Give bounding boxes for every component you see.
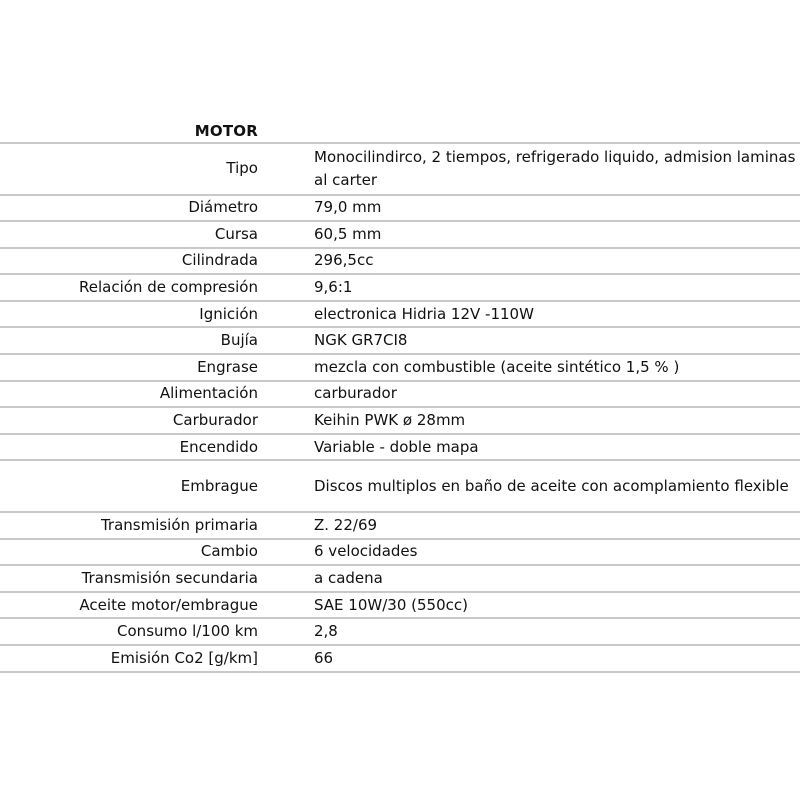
section-title: MOTOR — [194, 122, 258, 140]
spec-value: 79,0 mm — [314, 198, 382, 217]
spec-value: 296,5cc — [314, 251, 374, 270]
spec-value: SAE 10W/30 (550cc) — [314, 595, 468, 614]
spec-row-cursa — [0, 222, 800, 249]
spec-label: Consumo l/100 km — [117, 622, 258, 641]
spec-row-diametro — [0, 196, 800, 223]
spec-row-engrase — [0, 355, 800, 382]
spec-value: Z. 22/69 — [314, 515, 378, 534]
spec-row-transmision-primaria — [0, 513, 800, 540]
spec-row-carburador — [0, 408, 800, 435]
spec-row-cambio — [0, 540, 800, 567]
spec-label: Diámetro — [188, 198, 258, 217]
spec-value: a cadena — [314, 568, 383, 587]
spec-label: Relación de compresión — [78, 278, 258, 297]
spec-value: NGK GR7CI8 — [314, 331, 408, 350]
spec-row-bujia — [0, 328, 800, 355]
spec-row-emision-co2 — [0, 646, 800, 673]
spec-label: Bujía — [220, 331, 258, 350]
spec-value: 60,5 mm — [314, 224, 382, 243]
spec-label: Transmisión secundaria — [81, 568, 258, 587]
spec-table — [0, 118, 800, 673]
spec-row-consumo — [0, 619, 800, 646]
spec-value: electronica Hidria 12V -110W — [314, 304, 534, 323]
spec-label: Carburador — [172, 411, 258, 430]
spec-value: 6 velocidades — [314, 542, 418, 561]
spec-label: Alimentación — [159, 384, 258, 403]
spec-value: Keihin PWK ø 28mm — [314, 411, 466, 430]
spec-value: carburador — [314, 384, 397, 403]
spec-row-embrague — [0, 461, 800, 513]
spec-row-tipo — [0, 144, 800, 196]
spec-row-encendido — [0, 435, 800, 462]
spec-label: Encendido — [179, 437, 258, 456]
spec-row-transmision-secundaria — [0, 566, 800, 593]
spec-value: 2,8 — [314, 622, 338, 641]
spec-label: Ignición — [199, 304, 258, 323]
section-heading-row — [0, 118, 800, 144]
spec-label: Aceite motor/embrague — [79, 595, 258, 614]
spec-value: Variable - doble mapa — [314, 437, 479, 456]
spec-row-alimentacion — [0, 382, 800, 409]
spec-row-relacion-compresion — [0, 275, 800, 302]
spec-label: Cambio — [200, 542, 258, 561]
spec-row-ignicion — [0, 302, 800, 329]
spec-value: 66 — [314, 648, 334, 667]
spec-label: Cilindrada — [181, 251, 258, 270]
spec-value: 9,6:1 — [314, 278, 353, 297]
spec-label: Embrague — [180, 476, 258, 495]
spec-label: Emisión Co2 [g/km] — [110, 648, 258, 667]
spec-value: Monocilindirco, 2 tiempos, refrigerado liquido, admision laminas al carter — [314, 147, 796, 189]
spec-row-aceite-motor — [0, 593, 800, 620]
spec-label: Transmisión primaria — [100, 515, 258, 534]
spec-label: Engrase — [197, 357, 258, 376]
spec-value: Discos multiplos en baño de aceite con acomplamiento flexible — [314, 476, 789, 495]
spec-label: Tipo — [226, 159, 258, 178]
spec-value: mezcla con combustible (aceite sintético 1,5 % ) — [314, 357, 680, 376]
spec-row-cilindrada — [0, 249, 800, 276]
spec-label: Cursa — [214, 224, 258, 243]
